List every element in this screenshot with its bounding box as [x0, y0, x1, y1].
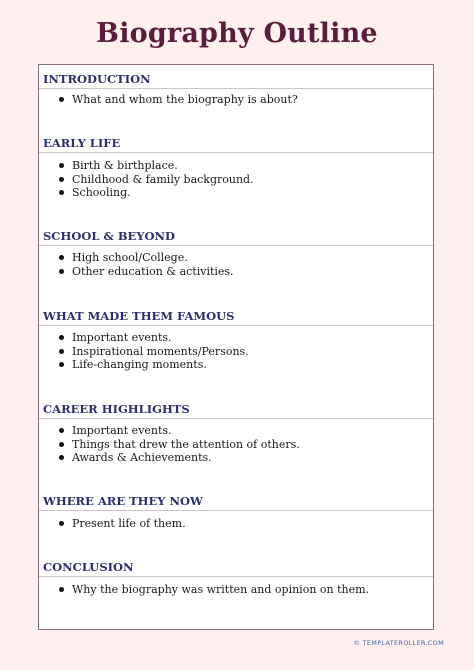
bullet-icon — [59, 255, 64, 260]
bullet-icon — [59, 269, 64, 274]
bullet-icon — [59, 163, 64, 168]
list-item — [39, 93, 433, 107]
bullet-icon — [59, 349, 64, 354]
section-heading-school-beyond: SCHOOL & BEYOND — [39, 226, 433, 246]
list-item-text: Present life of them. — [72, 517, 186, 530]
footer-credit: © TEMPLATEROLLER.COM — [353, 639, 444, 647]
list-item — [39, 424, 433, 438]
bullet-icon — [59, 362, 64, 367]
list-item-text: Inspirational moments/Persons. — [72, 344, 249, 358]
list-item — [39, 159, 433, 173]
list-item — [39, 583, 433, 597]
section-items-introduction — [39, 93, 433, 107]
list-item — [39, 173, 433, 187]
list-item — [39, 438, 433, 452]
list-item — [39, 331, 433, 345]
list-item — [39, 251, 433, 265]
section-heading-career-highlights: CAREER HIGHLIGHTS — [39, 399, 433, 419]
list-item-text: Childhood & family background. — [72, 172, 254, 186]
bullet-icon — [59, 428, 64, 433]
section-heading-introduction: INTRODUCTION — [39, 69, 433, 89]
section-heading-what-made-them-famous: WHAT MADE THEM FAMOUS — [39, 306, 433, 326]
list-item-text: Important events. — [72, 331, 172, 344]
section-items-school-beyond — [39, 251, 433, 278]
bullet-icon — [59, 587, 64, 592]
bullet-icon — [59, 335, 64, 340]
list-item-text: What and whom the biography is about? — [72, 93, 298, 106]
list-item — [39, 358, 433, 372]
bullet-icon — [59, 442, 64, 447]
list-item-text: Schooling. — [72, 186, 131, 199]
list-item-text: Birth & birthplace. — [72, 159, 178, 172]
bullet-icon — [59, 455, 64, 460]
list-item — [39, 517, 433, 531]
bullet-icon — [59, 190, 64, 195]
list-item — [39, 265, 433, 279]
section-items-career-highlights — [39, 424, 433, 465]
bullet-icon — [59, 97, 64, 102]
section-items-conclusion — [39, 583, 433, 597]
outline-box — [38, 64, 434, 630]
section-heading-where-are-they-now: WHERE ARE THEY NOW — [39, 491, 433, 511]
page-title: Biography Outline — [96, 18, 378, 49]
bullet-icon — [59, 177, 64, 182]
list-item — [39, 186, 433, 200]
section-items-where-are-they-now — [39, 517, 433, 531]
section-items-early-life — [39, 159, 433, 200]
list-item-text: High school/College. — [72, 251, 188, 264]
list-item — [39, 345, 433, 359]
section-heading-early-life: EARLY LIFE — [39, 133, 433, 153]
list-item-text: Why the biography was written and opinion on them. — [72, 583, 370, 596]
list-item-text: Things that drew the attention of others. — [72, 437, 300, 451]
section-items-what-made-them-famous — [39, 331, 433, 372]
bullet-icon — [59, 521, 64, 526]
list-item — [39, 451, 433, 465]
list-item-text: Awards & Achievements. — [72, 451, 212, 464]
list-item-text: Important events. — [72, 424, 172, 437]
list-item-text: Other education & activities. — [72, 264, 234, 278]
list-item-text: Life-changing moments. — [72, 358, 207, 371]
section-heading-conclusion: CONCLUSION — [39, 557, 433, 577]
